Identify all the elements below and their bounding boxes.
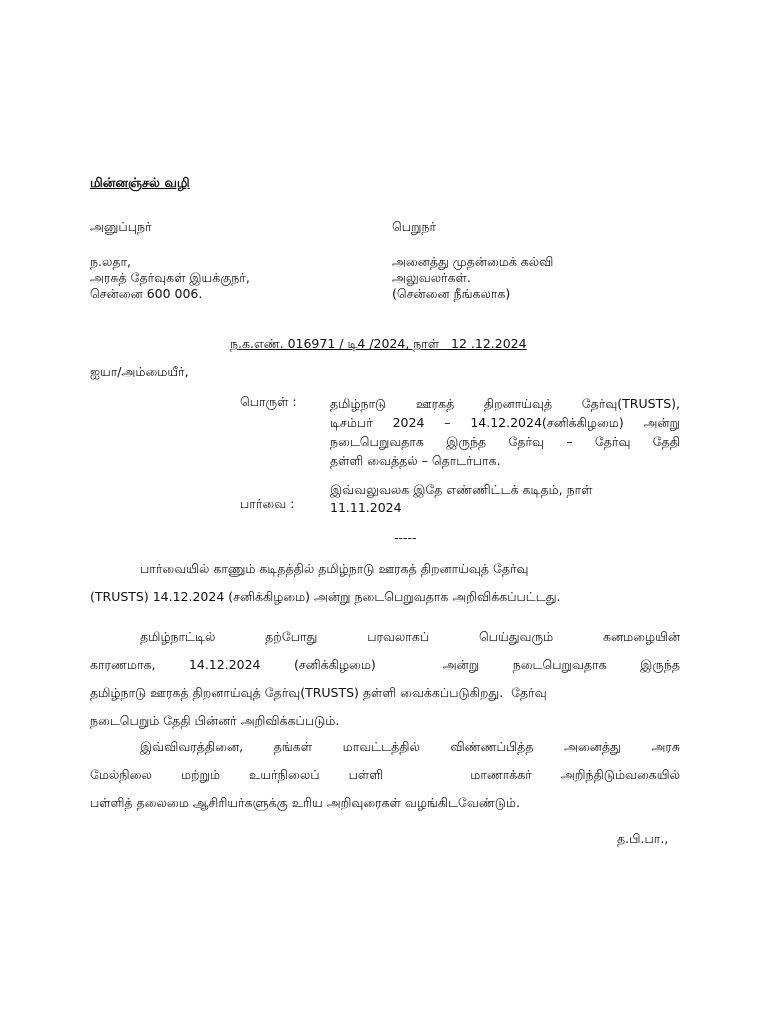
separator: ----- [394,530,417,545]
recipient-line-1: அனைத்து முதன்மைக் கல்வி [392,254,554,269]
body-paragraph-1 [90,555,680,611]
reference-text [330,481,592,517]
subject-line: நடைபெறுவதாக இருந்த தேர்வு – தேர்வு தேதி [330,434,680,449]
paragraph-line: தமிழ்நாட்டில் தற்போது பரவலாகப் பெய்துவரும் கனமழையின் [140,629,680,644]
sender-title: அரசுத் தேர்வுகள் இயக்குநர், [90,270,250,285]
paragraph-line: (TRUSTS) 14.12.2024 (சனிக்கிழமை) அன்று நடைபெறுவதாக அறிவிக்கப்பட்டது. [90,589,561,604]
recipient-block [392,254,553,302]
sender-name: ந.லதா, [90,254,132,269]
subject-line: தமிழ்நாடு ஊரகத் திறனாய்வுத் தேர்வு(TRUSTS), [330,396,680,411]
signoff: த.பி.பா., [617,831,669,846]
sender-block [90,254,250,302]
sender-label: அனுப்புநர் [90,219,152,234]
mode-heading: மின்னஞ்சல் வழி [90,176,190,191]
subject-label: பொருள் : [240,394,297,409]
paragraph-line: இவ்விவரத்தினை, தங்கள் மாவட்டத்தில் விண்ணப்பித்த அனைத்து அரசு [140,739,680,754]
reference-line: இவ்வலுவலக இதே எண்ணிட்டக் கடிதம், நாள் [330,482,593,497]
subject-line: டிசம்பர் 2024 – 14.12.2024(சனிக்கிழமை) அன்று [330,415,680,430]
recipient-line-2: அலுவலர்கள். [392,270,471,285]
reference-line: 11.11.2024 [330,500,402,515]
paragraph-line: தமிழ்நாடு ஊரகத் திறனாய்வுத் தேர்வு(TRUSTS) தள்ளி வைக்கப்படுகிறது. தேர்வு [90,685,547,700]
paragraph-line: பள்ளித் தலைமை ஆசிரியர்களுக்கு உரிய அறிவுரைகள் வழங்கிடவேண்டும். [90,795,520,810]
paragraph-line: நடைபெறும் தேதி பின்னர் அறிவிக்கப்படும். [90,713,340,728]
body-paragraph-2 [90,623,680,735]
paragraph-line: மேல்நிலை மற்றும் உயர்நிலைப் பள்ளி மாணாக்கர் அறிந்திடும்வகையில் [90,767,680,782]
recipient-label: பெறுநர் [392,219,437,234]
body-paragraph-3 [90,733,680,817]
subject-text [330,394,680,470]
paragraph-line: காரணமாக, 14.12.2024 (சனிக்கிழமை) அன்று நடைபெறுவதாக இருந்த [90,657,680,672]
paragraph-line: பார்வையில் காணும் கடிதத்தில் தமிழ்நாடு ஊரகத் திறனாய்வுத் தேர்வு [140,561,529,576]
sender-address: சென்னை 600 006. [90,286,203,301]
subject-line: தள்ளி வைத்தல் – தொடர்பாக. [330,453,501,468]
reference-label: பார்வை : [240,496,295,511]
recipient-line-3: (சென்னை நீங்கலாக) [392,286,511,301]
reference-number: ந.க.எண். 016971 / டி4 /2024, நாள் 12 .12.2024 [230,336,527,351]
salutation: ஐயா/அம்மையீர், [90,364,189,379]
